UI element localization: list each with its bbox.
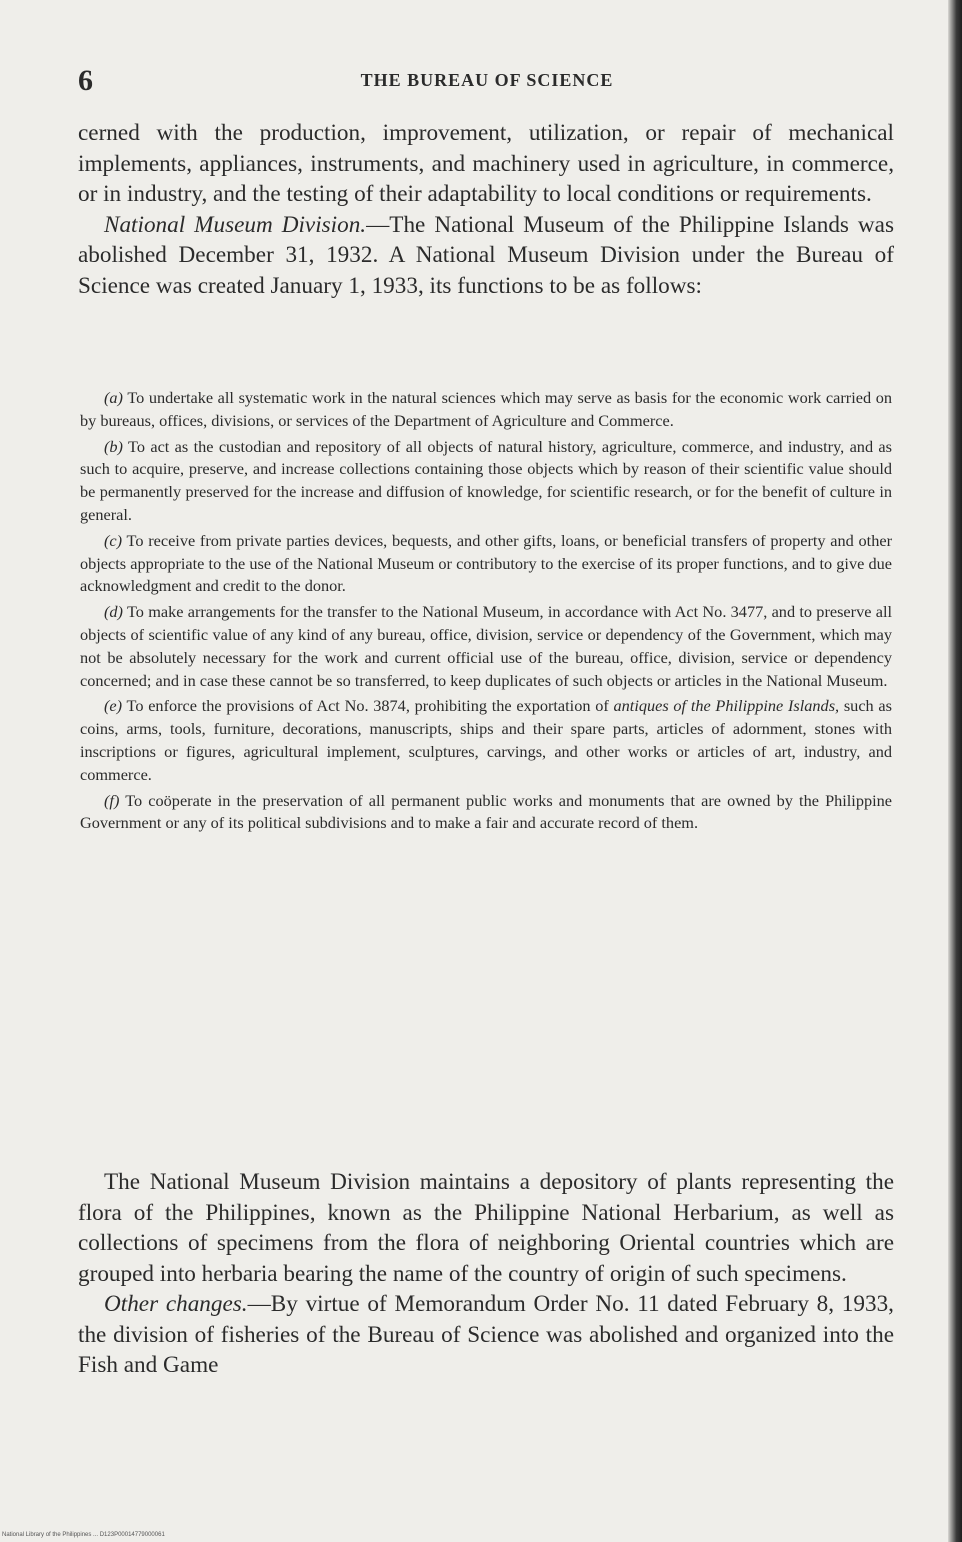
function-letter: (d) <box>104 602 123 622</box>
function-text: To make arrangements for the transfer to the National Museum, in accordance with Act No. 3477, and to preserve all objects of scientific value of any kind of any bureau, office, division, service or dependency of the Government, which may not be absolutely necessary for the work and current official use of the bureau, office, division, service or dependency concerned; and in case these cannot be so transferred, to keep duplicates of such objects or articles in the National Museum. <box>80 602 892 690</box>
paragraph-national-museum <box>78 210 894 302</box>
function-d <box>80 601 892 692</box>
function-text: To enforce the provisions of Act No. 3874, prohibiting the exportation of <box>126 696 614 716</box>
function-text: To coöperate in the preservation of all permanent public works and monuments that are owned by the Philippine Government or any of its political subdivisions and to make a fair and accurate record of them. <box>80 790 893 833</box>
page-binding-edge <box>948 0 962 1542</box>
paragraph-continuation <box>78 118 894 301</box>
function-f <box>80 790 892 836</box>
paragraph-2-text: —The National Museum of the Philippine Islands was abolished December 31, 1932. A National Museum Division under the Bureau of Science was created January 1, 1933, its functions to be as follows: <box>78 211 894 299</box>
page-header <box>78 64 896 100</box>
page-number: 6 <box>78 64 93 97</box>
function-e <box>80 695 892 786</box>
section-heading-other-changes: Other changes. <box>104 1291 248 1317</box>
function-text-continued: such as coins, arms, tools, furniture, decorations, manuscripts, ships and their spare parts, articles of adornment, stones with inscriptions or figures, agricultural implement, sculptures, carvings, and other works or articles of art, industry, and commerce. <box>80 696 892 784</box>
function-letter: (f) <box>104 790 120 810</box>
function-letter: (c) <box>104 530 123 550</box>
section-heading-national-museum: National Museum Division. <box>104 211 367 238</box>
function-letter: (a) <box>104 388 123 407</box>
paragraph-herbarium: The National Museum Division maintains a depository of plants representing the flora of the Philippines, known as the Philippine National Herbarium, as well as collections of specimens from the flora of neighboring Oriental countries which are grouped into herbaria bearing the name of the country of origin of such specimens. <box>78 1169 894 1287</box>
function-italic-phrase: antiques of the Philippine Islands, <box>613 696 840 716</box>
scan-footer-note: National Library of the Philippines ... D123P00014779000061 <box>2 1532 165 1538</box>
function-text: To act as the custodian and repository of all objects of natural history, agriculture, commerce, and industry, and as such to acquire, preserve, and increase collections containing those objects which by reason of their scientific value should be permanently preserved for the increase and diffusion of knowledge, for scientific research, or for the benefit of culture in general. <box>80 436 892 524</box>
closing-paragraphs <box>78 1167 894 1381</box>
running-head: THE BUREAU OF SCIENCE <box>360 70 614 90</box>
function-text: To undertake all systematic work in the natural sciences which may serve as basis for the economic work carried on by bureaus, offices, divisions, or services of the Department of Agriculture and Commerce. <box>80 388 892 430</box>
paragraph-other-changes <box>78 1289 894 1381</box>
function-letter: (e) <box>104 696 123 716</box>
function-b <box>80 436 892 527</box>
paragraph-4-text: —By virtue of Memorandum Order No. 11 dated February 8, 1933, the division of fisheries of the Bureau of Science was abolished and organized into the Fish and Game <box>78 1291 894 1378</box>
function-c <box>80 530 892 598</box>
functions-list <box>80 387 892 835</box>
function-letter: (b) <box>104 436 123 456</box>
function-a <box>80 387 892 433</box>
paragraph-1: cerned with the production, improvement, utilization, or repair of mechanical implements, appliances, instruments, and machinery used in agriculture, in commerce, or in industry, and the testing of their adaptability to local conditions or requirements. <box>78 120 894 207</box>
function-text: To receive from private parties devices, bequests, and other gifts, loans, or beneficial transfers of property and other objects appropriate to the use of the National Museum or contributory to the exercise of its proper functions, and to give due acknowledgment and credit to the donor. <box>80 530 892 596</box>
